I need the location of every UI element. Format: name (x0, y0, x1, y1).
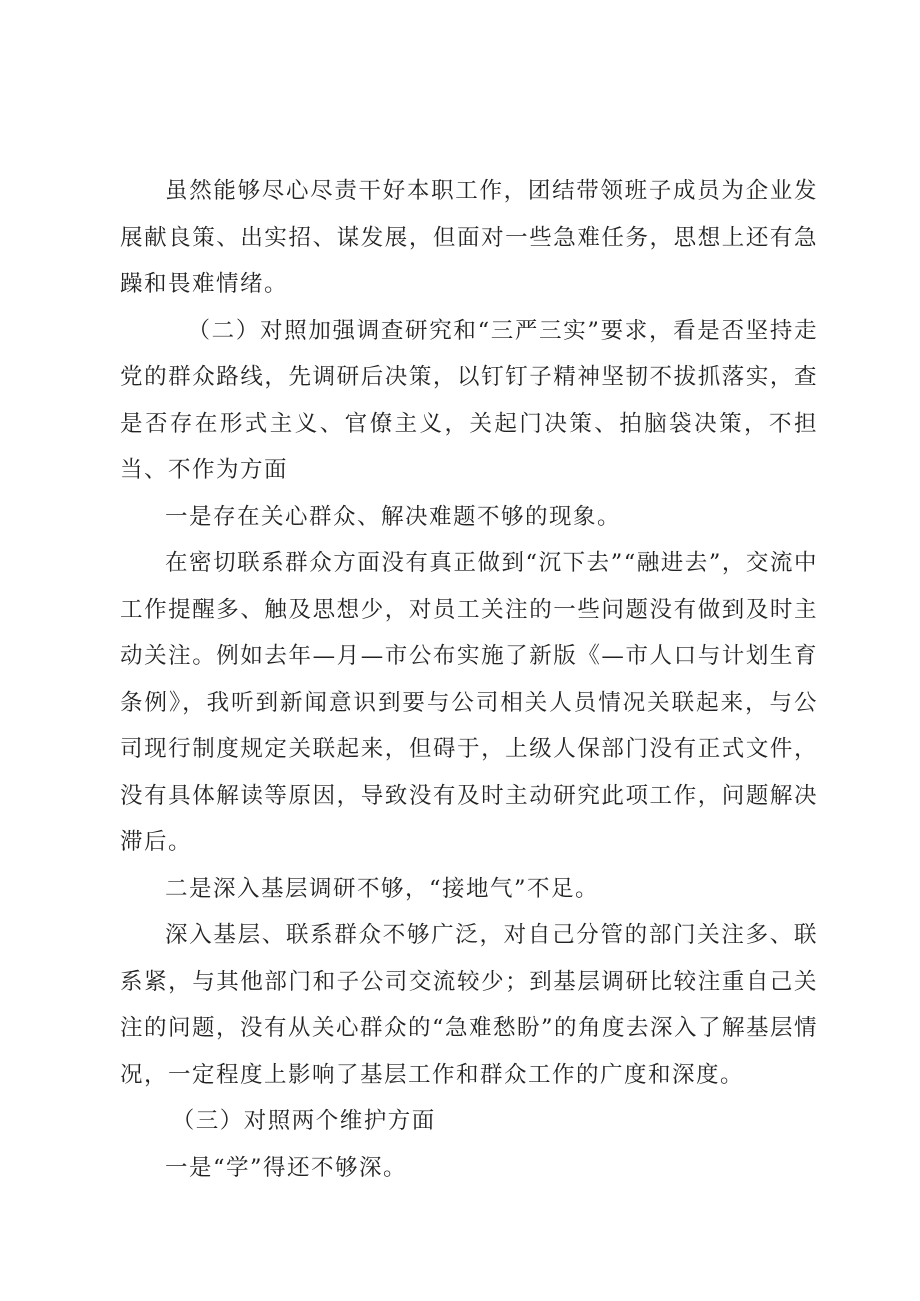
subheading-paragraph: 二是深入基层调研不够，“接地气”不足。 (165, 875, 600, 902)
document-body (120, 168, 818, 1191)
subheading-paragraph: 一是“学”得还不够深。 (165, 1154, 408, 1181)
body-paragraph: 在密切联系群众方面没有真正做到“沉下去”“融进去”，交流中工作提醒多、触及思想少，对员工关注的一些问题没有做到及时主动关注。例如去年—月—市公布实施了新版《—市人口与计划生育条例》，我听到新闻意识到要与公司相关人员情况关联起来，与公司现行制度规定关联起来，但碍于，上级人保部门没有正式文件，没有具体解读等原因，导致没有及时主动研究此项工作，问题解决滞后。 (120, 550, 818, 855)
subheading-paragraph: 一是存在关心群众、解决难题不够的现象。 (165, 503, 622, 530)
section-heading: （三）对照两个维护方面 (171, 1108, 436, 1134)
body-paragraph: 虽然能够尽心尽责干好本职工作，团结带领班子成员为企业发展献良策、出实招、谋发展，但面对一些急难任务，思想上还有急躁和畏难情绪。 (120, 178, 818, 297)
section-heading: （二）对照加强调查研究和“三严三实”要求，看是否坚持走党的群众路线，先调研后决策，以钉钉子精神坚韧不拔抓落实，查是否存在形式主义、官僚主义，关起门决策、拍脑袋决策，不担当、不作为方面 (120, 317, 818, 483)
body-paragraph: 深入基层、联系群众不够广泛，对自己分管的部门关注多、联系紧，与其他部门和子公司交流较少；到基层调研比较注重自己关注的问题，没有从关心群众的“急难愁盼”的角度去深入了解基层情况，一定程度上影响了基层工作和群众工作的广度和深度。 (120, 922, 819, 1088)
